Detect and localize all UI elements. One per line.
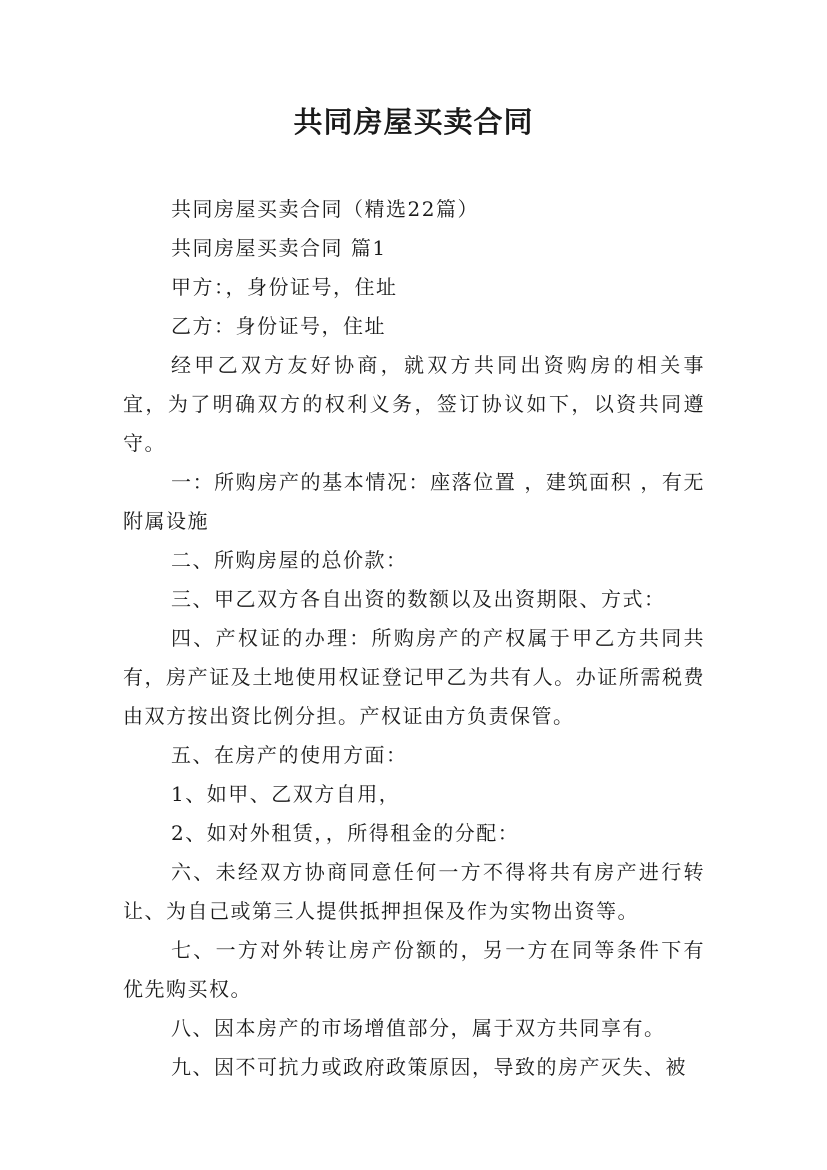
- paragraph: 2、如对外租赁，，所得租金的分配：: [171, 821, 520, 845]
- paragraph: 六、未经双方协商同意任何一方不得将共有房产进行转让、为自己或第三人提供抵押担保及作为实物出资等。: [123, 860, 705, 923]
- document-title: 共同房屋买卖合同: [293, 105, 534, 139]
- paragraph: 八、因本房产的市场增值部分，属于双方共同享有。: [171, 1016, 666, 1040]
- paragraph: 甲方：，身份证号，住址: [171, 275, 398, 299]
- paragraph: 九、因不可抗力或政府政策原因，导致的房产灭失、被: [171, 1055, 687, 1079]
- paragraph: 1、如甲、乙双方自用，: [171, 782, 401, 806]
- paragraph: 三、甲乙双方各自出资的数额以及出资期限、方式：: [171, 587, 666, 611]
- paragraph: 五、在房产的使用方面：: [171, 743, 408, 767]
- paragraph: 四、产权证的办理：所购房产的产权属于甲乙方共同共有，房产证及土地使用权证登记甲乙为共有人。办证所需税费由双方按出资比例分担。产权证由方负责保管。: [123, 626, 705, 728]
- paragraph: 二、所购房屋的总价款：: [171, 548, 408, 572]
- paragraph: 七、一方对外转让房产份额的，另一方在同等条件下有优先购买权。: [123, 938, 705, 1001]
- paragraph: 共同房屋买卖合同（精选22篇）: [171, 197, 479, 221]
- paragraph: 共同房屋买卖合同 篇1: [171, 236, 387, 260]
- paragraph: 经甲乙双方友好协商，就双方共同出资购房的相关事宜，为了明确双方的权利义务，签订协议如下，以资共同遵守。: [123, 353, 705, 455]
- paragraph: 一：所购房产的基本情况：座落位置 ，建筑面积 ，有无附属设施: [123, 470, 705, 533]
- document-body: [123, 190, 705, 1087]
- paragraph: 乙方：身份证号，住址: [171, 314, 386, 338]
